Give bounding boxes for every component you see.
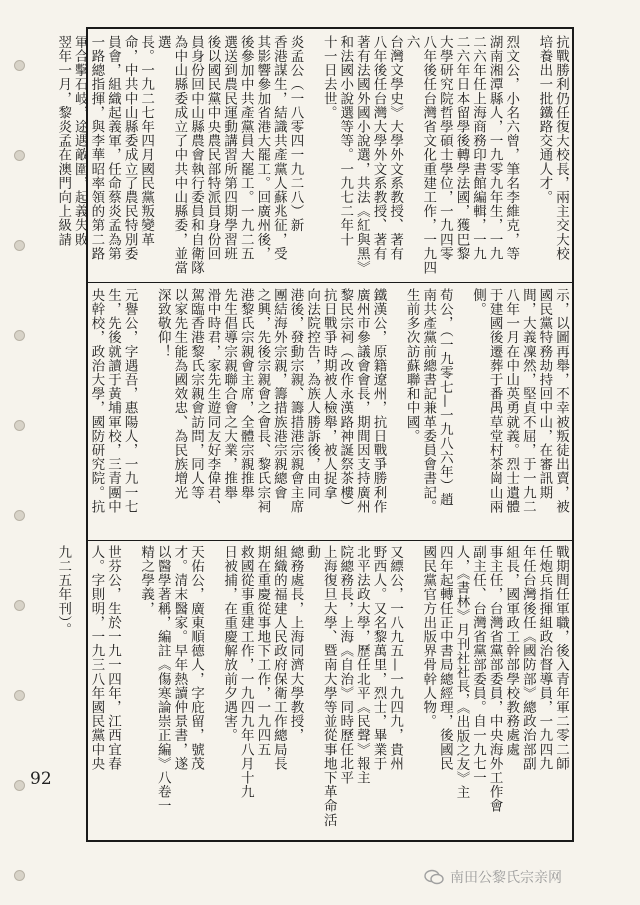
watermark xyxy=(424,865,624,889)
section-divider xyxy=(86,282,574,283)
binding-holes xyxy=(14,0,24,905)
watermark-text: 南田公黎氏宗亲网 xyxy=(450,870,562,886)
section-divider xyxy=(86,540,574,541)
page-number: 92 xyxy=(30,769,52,789)
text-section-middle: 示，以圖再舉，不幸被叛徒出賣，被 國民黨特務劫持回中山，在審訊期 間，大義凜然，堅貞不屈，于一九二 八年一月在中山英勇就義。烈士遺體 于建國後遷葬于番禺草堂村茶崗山兩 側。 荀公，（一九零七—一九八六年）趙 南共產黨前總書記兼革委員會書記。 生前多次訪蘇聯和中國。 鐵漢公，原籍遼州，抗日戰爭勝利作 廣州市參議會會長，期間因支持廣州 黎民宗祠（改作永漢路神誕祭茶樓） 抗日戰爭時期被人檢舉，被人捉拿 向法院控告，為族人勝訴後，由同 港後，發動宗親、籌措港宗親會主席 團結海外宗親，籌措族港宗親總會 之興，先後宗親會之會長、黎氏宗祠 港黎氏宗親會主席，全體宗親推舉 先生倡導宗親聯合會之大業，推舉 滑中時君，家先生遊同友好李偉君、 駕臨香港黎氏宗親會訪問，同人等 以家先生能為國效忠、為民族增光 深致敬仰！ 元譽公，字遇吾，惠陽人，一九一七 生，先後就讀于黃埔軍校，三青團中 央幹校，政治大學，國防研究院。抗 xyxy=(88,288,569,514)
text-section-top: 抗戰勝利仍任復大校長，兩主交大校 培養出一批鐵路交通人才。 烈文公，小名六曾，筆名李維克，等 湖南湘潭縣人，一九零九年生，一九 二六年任上海商務印書館編輯，一九 二六年日本留學後轉學法國，獲巴黎 大學研究院哲學碩士學位，一九四零 八年後任台灣省文化重建工作，一九四六 台灣文學史》大學外文系教授、著有 八年後任台灣大學外文系教授、著有 著有法國外國小說選，共法《紅與黑》 和法國小說選等等。一九七二年十 十一日去世。 炎孟公（一八零四一九二八）新 香港謀生，結識共產黨人蘇兆征，受 其影響參加省港大罷工。回廣州後， 後參加中共產黨員大罷工。一九二五 選送到農民運動講習所第四期學習班 後以國民黨中央農民部特派員身份回 員身份回中山縣農會執行委員和自衛隊 為中山縣委成立了中共中山縣委，並當選 長。一九二七年四月國民黨叛變革 命，中共中山縣委成立了農民特別委 員會，組織起義軍，任命蔡炎孟為第 一路總指揮，與李華昭率領的第二路 軍合擊石岐，途遇敵圍，起義失敗 翌年一月，黎炎孟在澳門向上級請 xyxy=(55,35,569,275)
text-section-bottom: 戰期間任軍職，後入青年軍二零二師 任炮兵指揮組政治督導員，一九四九 年任台灣後任《國防部》總政治部副 組長，國軍政工幹部學校教務處處 事主任，台灣省黨部委員，中央海外工作會 副主任、台灣省黨部委員。自一九七一 人，《書林》月刊社社長，《出版之友》主 四年起轉任正中書局總經理，後國民 國民黨官方出版界骨幹人物。 又縹公，一八九五—一九四九，貴州 野西人。又名黎萬里，烈士，畢業于 北平法政大學，歷任北平《民聲》報主 院總務長，上海《自治》同時歷任北平 上海復旦大學、暨南大學等並從事地下革命活動 總務處長，上海同濟大學教授， 組織的福建人民政府保衛工作總局長 期在重慶從事地下工作，一九四五 救國從事重建工作，一九四九年八月十九 日被捕，在重慶解放前夕遇害。 天佑公，廣東順德人，字庇留，號茂 才。清末醫家。早年熱讀仲景書，遂 以醫學著稱，編註《傷寒論崇正編》八卷一 精之學義， 世芬公，生於一九一四年，江西宜春 人。字則明，一九三八年國民黨中央 九二五年刊）。 xyxy=(55,545,569,827)
chat-bubble-icon xyxy=(424,869,444,885)
